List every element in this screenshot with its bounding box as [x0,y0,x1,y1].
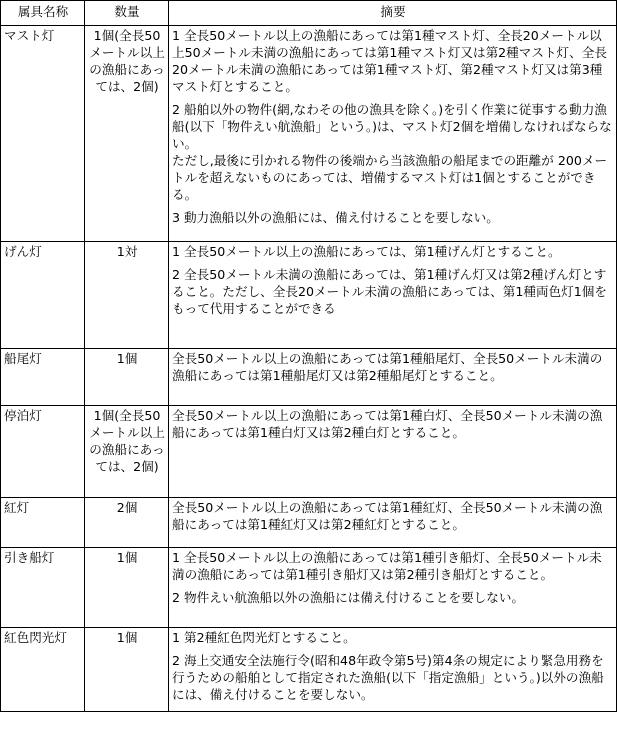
table-row [1,242,617,349]
header-summary: 摘要 [169,1,617,26]
row-quantity: 1個(全長50メートル以上の漁船にあっては、2個) [85,26,169,242]
row-summary [169,548,617,628]
summary-paragraph: 1 全長50メートル以上の漁船にあっては第1種引き船灯、全長50メートル未満の漁船にあっては第1種引き船灯又は第2種引き船灯とすること。 [172,550,602,582]
summary-paragraph: ただし,最後に引かれる物件の後端から当該漁船の船尾までの距離が 200メートルを超えないものにあっては、増備するマスト灯は1個とすることができる。 [172,153,608,202]
summary-paragraph: 1 全長50メートル以上の漁船にあっては、第1種げん灯とすること。 [172,244,561,259]
row-name: マスト灯 [1,26,85,242]
row-quantity: 2個 [85,498,169,548]
row-name: 停泊灯 [1,406,85,498]
row-name: 紅色閃光灯 [1,628,85,712]
row-summary [169,628,617,712]
row-name: 船尾灯 [1,349,85,406]
row-quantity: 1対 [85,242,169,349]
table-row [1,406,617,498]
row-summary [169,349,617,406]
table-row [1,548,617,628]
row-name: げん灯 [1,242,85,349]
row-quantity: 1個(全長50メートル以上の漁船にあっては、2個) [85,406,169,498]
summary-paragraph: 全長50メートル以上の漁船にあっては第1種紅灯、全長50メートル未満の漁船にあっては第1種紅灯又は第2種紅灯とすること。 [172,500,603,532]
summary-paragraph: 2 全長50メートル未満の漁船にあっては、第1種げん灯又は第2種げん灯とすること。ただし、全長20メートル未満の漁船にあっては、第1種両色灯1個をもって代用することができる [172,267,607,316]
row-quantity: 1個 [85,349,169,406]
row-summary [169,498,617,548]
summary-paragraph: 2 海上交通安全法施行令(昭和48年政令第5号)第4条の規定により緊急用務を行うための船舶として指定された漁船(以下「指定漁船」という。)以外の漁船には、備え付けることを要しない。 [172,653,604,702]
summary-paragraph: 1 全長50メートル以上の漁船にあっては第1種マスト灯、全長20メートル以上50メートル未満の漁船にあっては第1種マスト灯又は第2種マスト灯、全長20メートル未満の漁船にあっては第1種マスト灯、第2種マスト灯又は第3種マスト灯とすること。 [172,28,607,94]
table-row [1,498,617,548]
row-name: 紅灯 [1,498,85,548]
row-quantity: 1個 [85,548,169,628]
header-row [1,1,617,26]
table-row [1,628,617,712]
row-quantity: 1個 [85,628,169,712]
summary-paragraph: 全長50メートル以上の漁船にあっては第1種白灯、全長50メートル未満の漁船にあっては第1種白灯又は第2種白灯とすること。 [172,408,603,440]
row-summary [169,26,617,242]
row-summary [169,406,617,498]
summary-paragraph: 全長50メートル以上の漁船にあっては第1種船尾灯、全長50メートル未満の漁船にあっては第1種船尾灯又は第2種船尾灯とすること。 [172,351,603,383]
table-row [1,26,617,242]
header-name: 属具名称 [1,1,85,26]
summary-paragraph: 2 物件えい航漁船以外の漁船には備え付けることを要しない。 [172,590,525,605]
row-summary [169,242,617,349]
summary-paragraph: 1 第2種紅色閃光灯とすること。 [172,630,356,645]
summary-paragraph: 3 動力漁船以外の漁船には、備え付けることを要しない。 [172,210,499,225]
table-row [1,349,617,406]
summary-paragraph: 2 船舶以外の物件(網,なわその他の漁具を除く。)を引く作業に従事する動力漁船(以下「物件えい航漁船」という。)は、マスト灯2個を増備しなければならない。 [172,102,612,151]
header-quantity: 数量 [85,1,169,26]
row-name: 引き船灯 [1,548,85,628]
